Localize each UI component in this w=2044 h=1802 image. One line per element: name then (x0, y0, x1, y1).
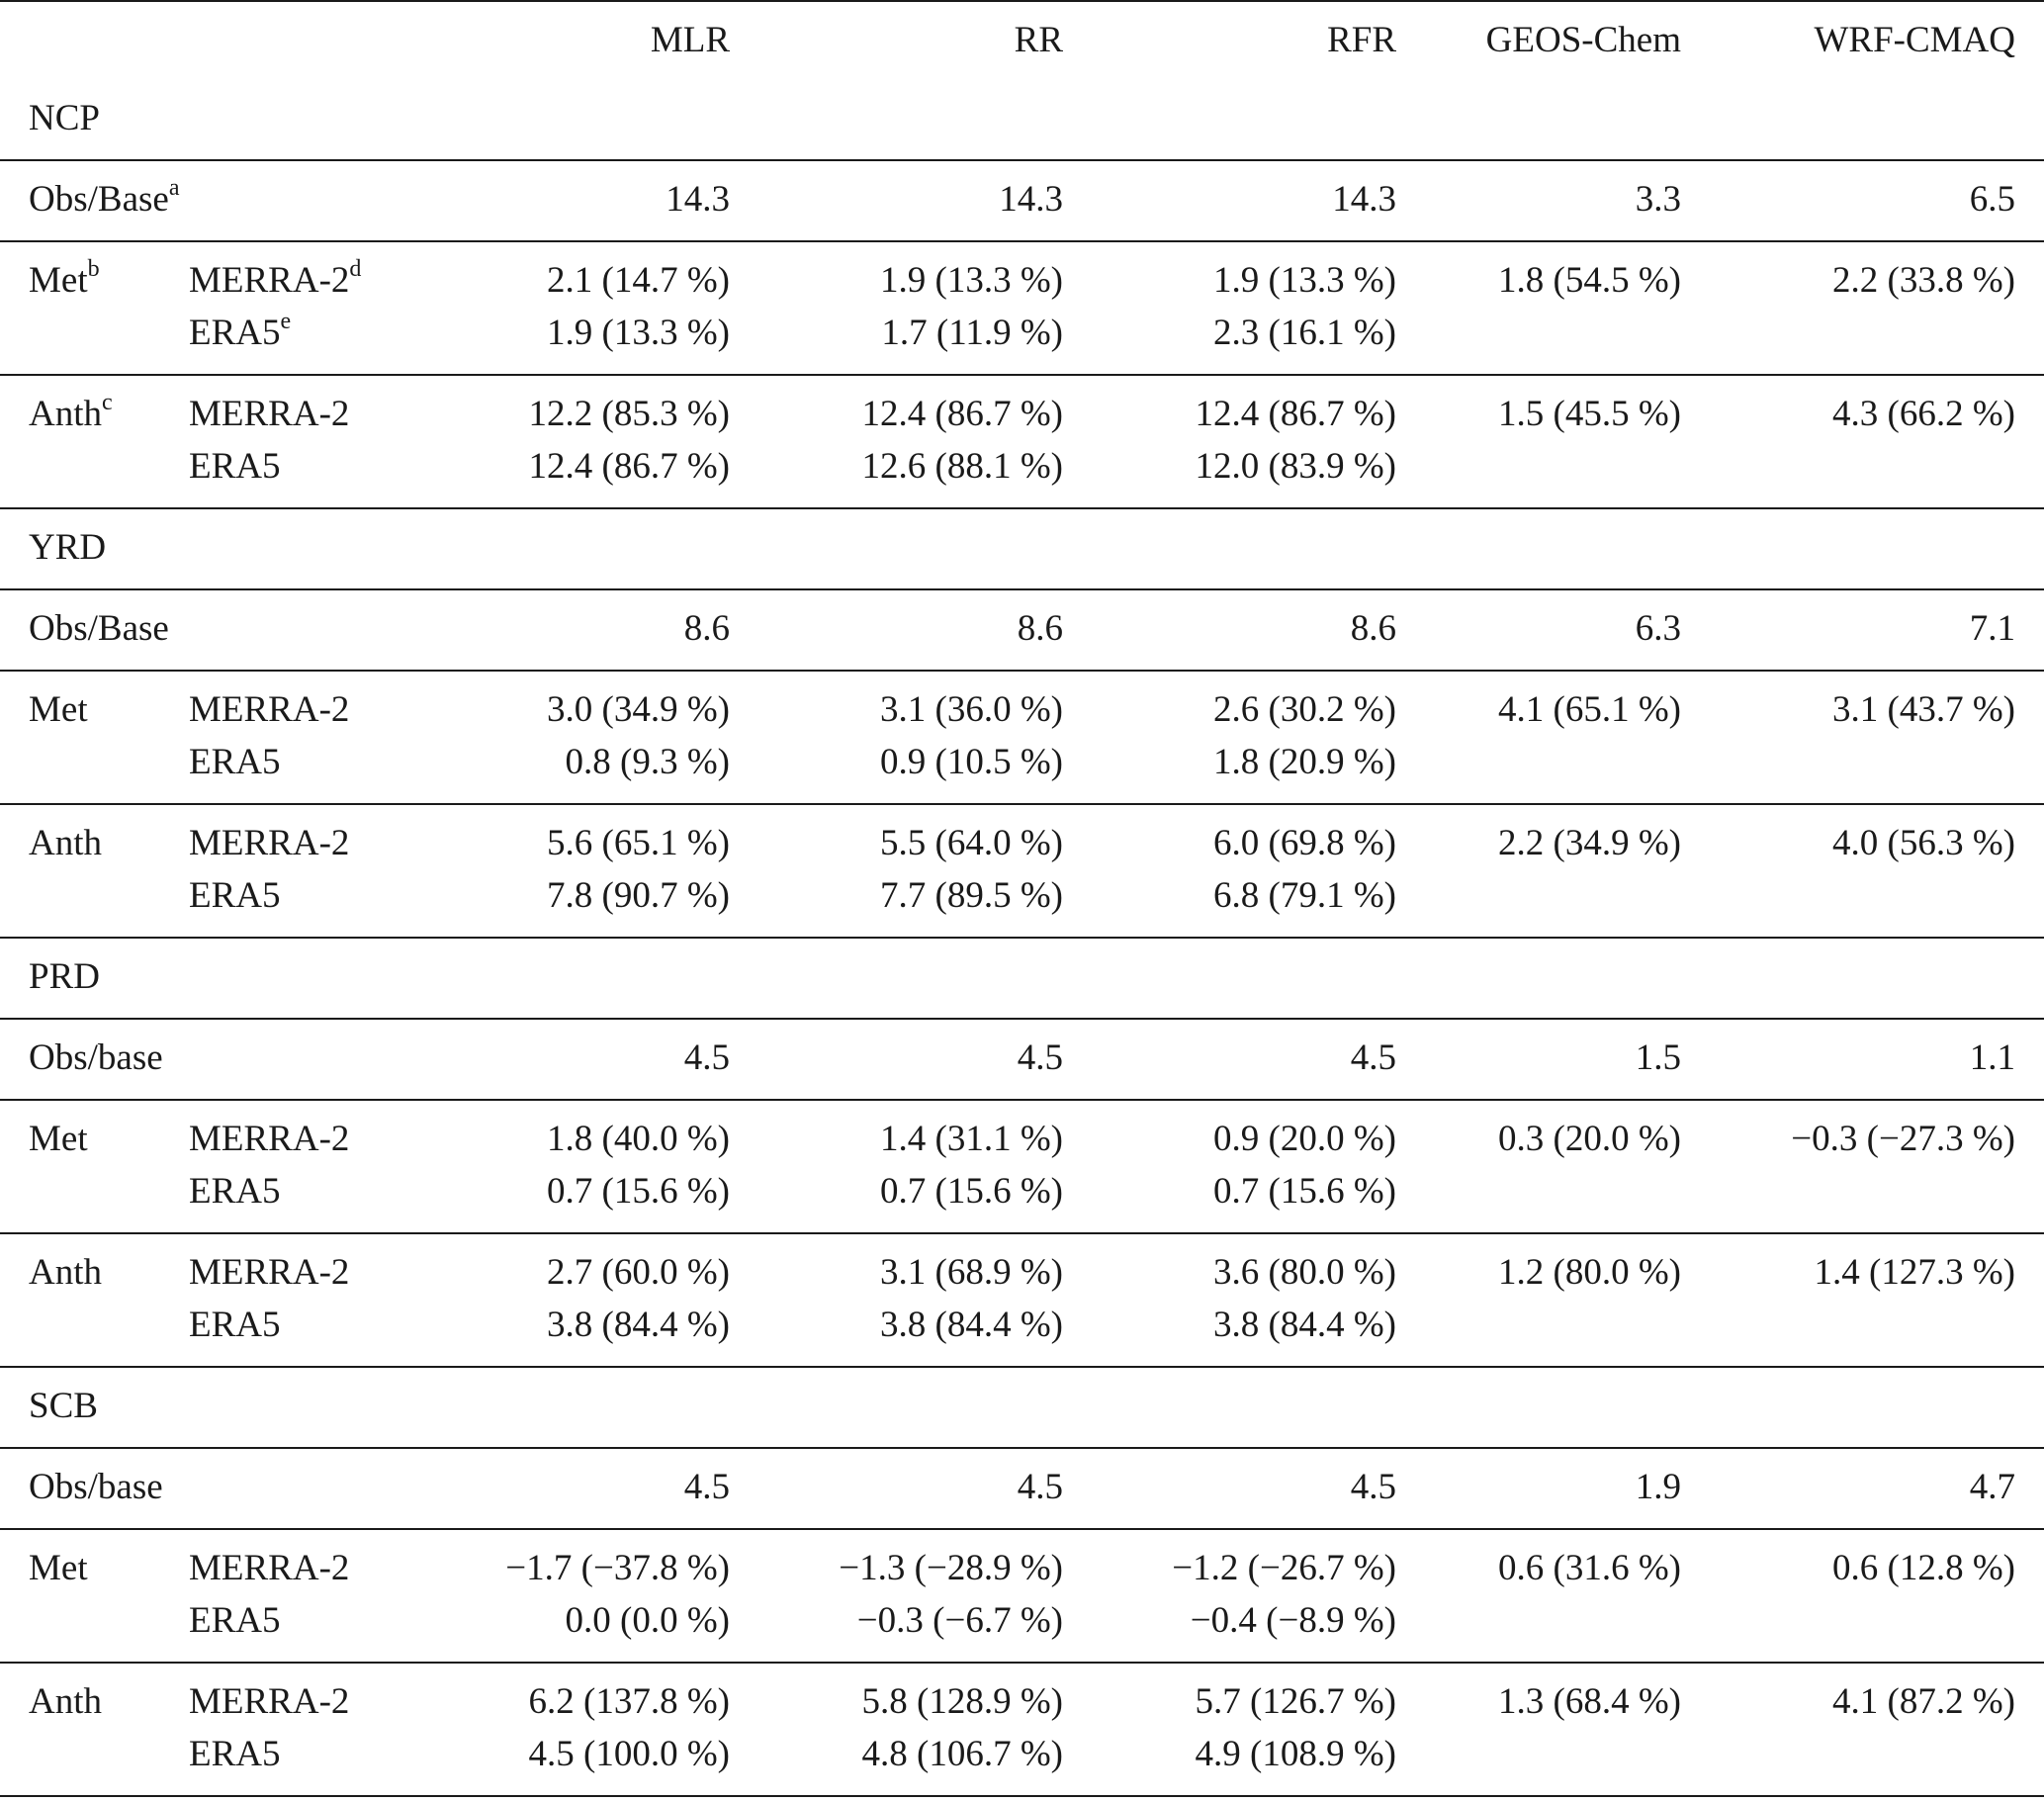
anth-merra2-value: 1.3 (68.4 %) (1498, 1681, 1681, 1722)
dataset-label-era5 (189, 1166, 281, 1217)
obs-value: 1.5 (1635, 1037, 1681, 1078)
anth-merra2-value: 2.2 (34.9 %) (1498, 823, 1681, 863)
obs-base-row (0, 161, 2044, 240)
anth-merra2-value: 5.7 (126.7 %) (1195, 1681, 1396, 1722)
region-heading-row (0, 509, 2044, 588)
met-merra2-value: 0.3 (20.0 %) (1498, 1119, 1681, 1159)
met-merra2-value: 1.9 (13.3 %) (1213, 260, 1396, 301)
obs-value: 1.1 (1969, 1037, 2015, 1078)
anth-merra2-value: 6.2 (137.8 %) (528, 1681, 730, 1722)
met-merra2-value: 1.8 (40.0 %) (547, 1119, 730, 1159)
dataset-label-merra2 (189, 1114, 349, 1165)
anth-merra2-value: 5.5 (64.0 %) (880, 823, 1063, 863)
anth-merra2-value: 1.2 (80.0 %) (1498, 1252, 1681, 1293)
dataset-label-era5 (189, 1729, 281, 1780)
dataset-label-merra2-text: MERRA-2 (189, 689, 350, 730)
anth-label (29, 1676, 102, 1728)
met-merra2-value: −1.2 (−26.7 %) (1172, 1548, 1396, 1588)
dataset-label-merra2-text: MERRA-2 (189, 260, 350, 301)
met-era5-value: −0.3 (−6.7 %) (856, 1600, 1063, 1641)
met-merra2-value: 2.6 (30.2 %) (1213, 689, 1396, 730)
dataset-label-merra2-text: MERRA-2 (189, 1119, 350, 1159)
obs-value: 4.5 (683, 1037, 730, 1078)
obs-label-footnote-mark: a (168, 175, 180, 201)
region-name: NCP (29, 98, 100, 138)
dataset-label-era5 (189, 1595, 281, 1647)
met-merra2-value: 3.1 (36.0 %) (880, 689, 1063, 730)
obs-value: 4.5 (1350, 1467, 1396, 1507)
dataset-label-merra2 (189, 389, 349, 440)
met-row (0, 1530, 2044, 1662)
anth-merra2-value: 2.7 (60.0 %) (547, 1252, 730, 1293)
row-rule (0, 1795, 2044, 1797)
dataset-label-merra2 (189, 684, 349, 736)
anth-merra2-value: 3.1 (68.9 %) (880, 1252, 1063, 1293)
met-era5-value: 0.8 (9.3 %) (565, 742, 730, 782)
met-merra2-value: 1.8 (54.5 %) (1498, 260, 1681, 301)
met-row (0, 242, 2044, 374)
dataset-label-era5-text: ERA5 (189, 313, 281, 353)
obs-label-text: Obs/Base (29, 179, 169, 220)
anth-merra2-value: 4.0 (56.3 %) (1832, 823, 2015, 863)
anth-merra2-value: 12.2 (85.3 %) (528, 394, 730, 434)
anth-era5-value: 6.8 (79.1 %) (1213, 875, 1396, 916)
obs-label (29, 174, 179, 225)
obs-value: 4.5 (683, 1467, 730, 1507)
obs-base-row (0, 1449, 2044, 1528)
anth-merra2-value: 4.1 (87.2 %) (1832, 1681, 2015, 1722)
dataset-label-era5 (189, 1300, 281, 1351)
obs-value: 4.5 (1017, 1037, 1063, 1078)
met-label (29, 1543, 88, 1594)
met-merra2-value: 0.6 (31.6 %) (1498, 1548, 1681, 1588)
dataset-label-era5-text: ERA5 (189, 1734, 281, 1774)
met-row (0, 672, 2044, 803)
dataset-label-merra2 (189, 818, 349, 869)
met-era5-value: −0.4 (−8.9 %) (1190, 1600, 1396, 1641)
met-era5-value: 1.9 (13.3 %) (547, 313, 730, 353)
region-name: PRD (29, 956, 100, 997)
dataset-label-merra2-text: MERRA-2 (189, 394, 350, 434)
anth-merra2-value: 5.6 (65.1 %) (547, 823, 730, 863)
met-label (29, 1114, 88, 1165)
met-label-text: Met (29, 1548, 88, 1588)
dataset-label-merra2-text: MERRA-2 (189, 1681, 350, 1722)
dataset-label-era5-text: ERA5 (189, 875, 281, 916)
dataset-label-merra2-footnote-mark: d (349, 256, 362, 282)
met-label-footnote-mark: b (87, 256, 100, 282)
met-merra2-value: 0.9 (20.0 %) (1213, 1119, 1396, 1159)
obs-value: 8.6 (683, 608, 730, 649)
region-heading-row (0, 1368, 2044, 1447)
obs-value: 7.1 (1969, 608, 2015, 649)
dataset-label-merra2 (189, 1247, 349, 1299)
obs-value: 14.3 (666, 179, 730, 220)
anth-label-text: Anth (29, 394, 102, 434)
obs-label-text: Obs/base (29, 1037, 163, 1078)
met-label (29, 255, 100, 307)
dataset-label-era5 (189, 308, 291, 359)
obs-base-row (0, 590, 2044, 670)
obs-label (29, 603, 169, 655)
obs-label-text: Obs/base (29, 1467, 163, 1507)
met-merra2-value: 3.1 (43.7 %) (1832, 689, 2015, 730)
obs-label-text: Obs/Base (29, 608, 169, 649)
anth-era5-value: 12.6 (88.1 %) (861, 446, 1063, 487)
obs-value: 6.3 (1635, 608, 1681, 649)
obs-label (29, 1033, 163, 1084)
obs-label (29, 1462, 163, 1513)
anth-era5-value: 3.8 (84.4 %) (880, 1305, 1063, 1345)
met-era5-value: 2.3 (16.1 %) (1213, 313, 1396, 353)
obs-value: 1.9 (1635, 1467, 1681, 1507)
dataset-label-merra2-text: MERRA-2 (189, 823, 350, 863)
obs-value: 6.5 (1969, 179, 2015, 220)
anth-merra2-value: 12.4 (86.7 %) (861, 394, 1063, 434)
anth-label-text: Anth (29, 1252, 102, 1293)
obs-value: 8.6 (1017, 608, 1063, 649)
dataset-label-merra2 (189, 255, 361, 307)
met-era5-value: 0.7 (15.6 %) (880, 1171, 1063, 1212)
obs-value: 4.5 (1350, 1037, 1396, 1078)
header-rfr: RFR (1327, 20, 1396, 60)
met-era5-value: 0.9 (10.5 %) (880, 742, 1063, 782)
dataset-label-era5-text: ERA5 (189, 742, 281, 782)
obs-value: 14.3 (1332, 179, 1396, 220)
met-row (0, 1101, 2044, 1232)
dataset-label-era5 (189, 441, 281, 493)
anth-era5-value: 12.0 (83.9 %) (1195, 446, 1396, 487)
header-rr: RR (1014, 20, 1063, 60)
anth-label (29, 1247, 102, 1299)
dataset-label-era5-text: ERA5 (189, 1600, 281, 1641)
dataset-label-merra2-text: MERRA-2 (189, 1252, 350, 1293)
met-merra2-value: 4.1 (65.1 %) (1498, 689, 1681, 730)
dataset-label-era5-footnote-mark: e (280, 309, 292, 334)
dataset-label-merra2 (189, 1676, 349, 1728)
table-header (0, 2, 2044, 80)
anth-era5-value: 3.8 (84.4 %) (1213, 1305, 1396, 1345)
anth-merra2-value: 1.4 (127.3 %) (1814, 1252, 2015, 1293)
met-era5-value: 1.8 (20.9 %) (1213, 742, 1396, 782)
met-era5-value: 0.0 (0.0 %) (565, 1600, 730, 1641)
anth-row (0, 376, 2044, 507)
anth-label-footnote-mark: c (102, 390, 113, 415)
anth-era5-value: 4.8 (106.7 %) (861, 1734, 1063, 1774)
anth-era5-value: 12.4 (86.7 %) (528, 446, 730, 487)
header-wrf-cmaq: WRF-CMAQ (1814, 20, 2015, 60)
anth-merra2-value: 1.5 (45.5 %) (1498, 394, 1681, 434)
anth-row (0, 1234, 2044, 1366)
dataset-label-era5-text: ERA5 (189, 446, 281, 487)
met-merra2-value: −0.3 (−27.3 %) (1791, 1119, 2015, 1159)
table-body (0, 80, 2044, 1797)
obs-value: 4.5 (1017, 1467, 1063, 1507)
anth-label (29, 389, 113, 440)
anth-label-text: Anth (29, 823, 102, 863)
header-geos-chem: GEOS-Chem (1485, 20, 1681, 60)
dataset-label-era5-text: ERA5 (189, 1171, 281, 1212)
met-merra2-value: 1.9 (13.3 %) (880, 260, 1063, 301)
obs-base-row (0, 1020, 2044, 1099)
obs-value: 14.3 (999, 179, 1063, 220)
met-merra2-value: 1.4 (31.1 %) (880, 1119, 1063, 1159)
obs-value: 8.6 (1350, 608, 1396, 649)
anth-era5-value: 7.7 (89.5 %) (880, 875, 1063, 916)
dataset-label-era5 (189, 870, 281, 922)
anth-merra2-value: 3.6 (80.0 %) (1213, 1252, 1396, 1293)
obs-value: 3.3 (1635, 179, 1681, 220)
region-name: SCB (29, 1386, 98, 1426)
region-heading-row (0, 80, 2044, 159)
met-merra2-value: 3.0 (34.9 %) (547, 689, 730, 730)
anth-era5-value: 3.8 (84.4 %) (547, 1305, 730, 1345)
dataset-label-merra2-text: MERRA-2 (189, 1548, 350, 1588)
anth-era5-value: 4.5 (100.0 %) (528, 1734, 730, 1774)
anth-era5-value: 4.9 (108.9 %) (1195, 1734, 1396, 1774)
anth-merra2-value: 5.8 (128.9 %) (861, 1681, 1063, 1722)
anth-era5-value: 7.8 (90.7 %) (547, 875, 730, 916)
met-merra2-value: −1.7 (−37.8 %) (505, 1548, 730, 1588)
dataset-label-era5-text: ERA5 (189, 1305, 281, 1345)
met-merra2-value: −1.3 (−28.9 %) (839, 1548, 1063, 1588)
anth-label (29, 818, 102, 869)
obs-value: 4.7 (1969, 1467, 2015, 1507)
anth-label-text: Anth (29, 1681, 102, 1722)
region-name: YRD (29, 527, 107, 568)
met-merra2-value: 0.6 (12.8 %) (1832, 1548, 2015, 1588)
met-era5-value: 0.7 (15.6 %) (547, 1171, 730, 1212)
anth-row (0, 805, 2044, 937)
anth-row (0, 1664, 2044, 1795)
met-era5-value: 1.7 (11.9 %) (881, 313, 1063, 353)
met-merra2-value: 2.1 (14.7 %) (547, 260, 730, 301)
met-merra2-value: 2.2 (33.8 %) (1832, 260, 2015, 301)
met-era5-value: 0.7 (15.6 %) (1213, 1171, 1396, 1212)
anth-merra2-value: 4.3 (66.2 %) (1832, 394, 2015, 434)
met-label-text: Met (29, 260, 88, 301)
anth-merra2-value: 12.4 (86.7 %) (1195, 394, 1396, 434)
dataset-label-era5 (189, 737, 281, 788)
region-heading-row (0, 939, 2044, 1018)
dataset-label-merra2 (189, 1543, 349, 1594)
anth-merra2-value: 6.0 (69.8 %) (1213, 823, 1396, 863)
met-label-text: Met (29, 689, 88, 730)
met-label-text: Met (29, 1119, 88, 1159)
met-label (29, 684, 88, 736)
header-mlr: MLR (650, 20, 730, 60)
